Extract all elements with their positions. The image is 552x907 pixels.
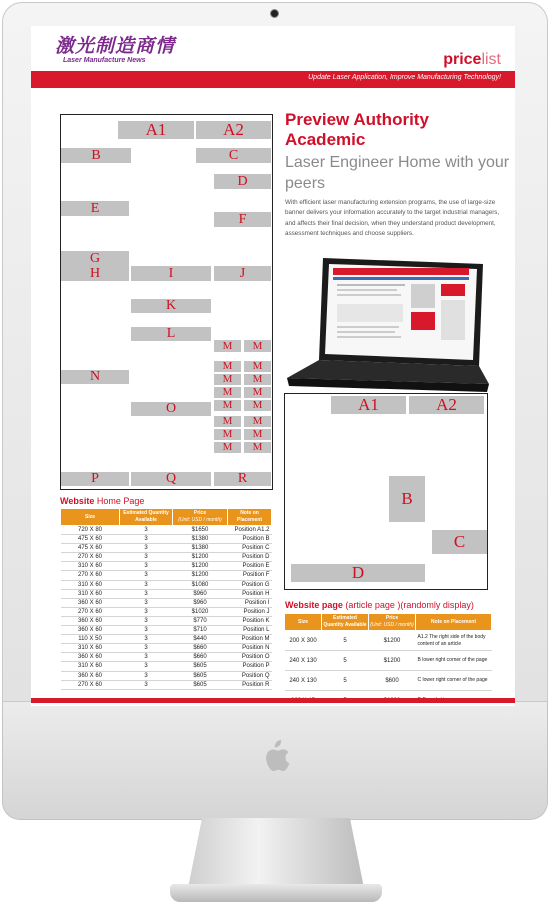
table-cell: 200 X 300 bbox=[285, 631, 322, 651]
ad-slot-m: M bbox=[244, 429, 271, 440]
table-cell: $1200 bbox=[173, 571, 228, 580]
table-cell: 3 bbox=[120, 662, 173, 671]
table-row bbox=[285, 631, 492, 651]
article-table-title-bold: Website page bbox=[285, 600, 343, 610]
table-cell: 240 X 130 bbox=[285, 651, 322, 671]
col-price-label: Price bbox=[193, 510, 207, 516]
footer-bar bbox=[31, 698, 515, 703]
table-row bbox=[61, 662, 272, 671]
table-cell: B lower right corner of the page bbox=[416, 651, 492, 671]
article-page-layout-diagram bbox=[284, 393, 488, 590]
table-row bbox=[61, 635, 272, 644]
logo-english-text: Laser Manufacture News bbox=[63, 57, 146, 64]
table-cell: Position N bbox=[228, 644, 272, 653]
table-cell: $1380 bbox=[173, 544, 228, 553]
table-row bbox=[61, 607, 272, 616]
table-cell: 3 bbox=[120, 526, 173, 535]
table-cell: $600 bbox=[369, 671, 416, 691]
ad-slot-m: M bbox=[214, 387, 241, 398]
table-cell: 3 bbox=[120, 571, 173, 580]
col-size: Size bbox=[285, 614, 322, 631]
table-row bbox=[61, 571, 272, 580]
ad-slot-o: O bbox=[131, 402, 211, 416]
home-table-title-bold: Website bbox=[60, 496, 95, 506]
table-row bbox=[61, 598, 272, 607]
table-cell: 360 X 60 bbox=[61, 616, 120, 625]
monitor-stand bbox=[188, 818, 364, 888]
table-cell: 3 bbox=[120, 680, 173, 689]
table-cell: Position D bbox=[228, 553, 272, 562]
table-row bbox=[61, 653, 272, 662]
monitor-foot bbox=[170, 884, 382, 902]
table-cell: 3 bbox=[120, 671, 173, 680]
ad-slot-p: P bbox=[61, 472, 129, 486]
table-cell: 3 bbox=[120, 589, 173, 598]
ad-slot-a2: A2 bbox=[196, 121, 271, 139]
table-cell: 270 X 60 bbox=[61, 571, 120, 580]
ad-slot-a2: A2 bbox=[409, 396, 484, 414]
ad-slot-c: C bbox=[196, 148, 271, 163]
ad-slot-m: M bbox=[214, 416, 241, 427]
table-cell: 3 bbox=[120, 653, 173, 662]
table-cell: $1380 bbox=[173, 535, 228, 544]
table-cell: 475 X 60 bbox=[61, 535, 120, 544]
table-cell: $605 bbox=[173, 680, 228, 689]
ad-slot-d: D bbox=[291, 564, 425, 582]
col-price-unit: (Unit: USD / month) bbox=[370, 622, 414, 628]
table-cell: $770 bbox=[173, 616, 228, 625]
table-cell: Position M bbox=[228, 635, 272, 644]
ad-slot-g: G bbox=[61, 251, 129, 266]
laptop-illustration bbox=[283, 256, 491, 396]
table-cell: Position G bbox=[228, 580, 272, 589]
table-cell: $960 bbox=[173, 589, 228, 598]
ad-slot-b: B bbox=[389, 476, 425, 522]
ad-slot-m: M bbox=[244, 400, 271, 411]
camera-icon bbox=[270, 9, 279, 18]
table-cell: 3 bbox=[120, 635, 173, 644]
table-row bbox=[61, 535, 272, 544]
table-cell: 110 X 50 bbox=[61, 635, 120, 644]
table-cell: 310 X 60 bbox=[61, 644, 120, 653]
ad-slot-m: M bbox=[214, 374, 241, 385]
intro-title: Preview Authority Academic bbox=[285, 110, 429, 149]
table-cell: 360 X 60 bbox=[61, 598, 120, 607]
table-row bbox=[285, 651, 492, 671]
table-cell: 270 X 60 bbox=[61, 607, 120, 616]
ad-slot-r: R bbox=[214, 472, 271, 486]
ad-slot-e: E bbox=[61, 201, 129, 216]
ad-slot-k: K bbox=[131, 299, 211, 313]
table-row bbox=[61, 526, 272, 535]
table-cell: $1020 bbox=[173, 607, 228, 616]
table-cell: Position Q bbox=[228, 671, 272, 680]
table-cell: Position F bbox=[228, 571, 272, 580]
table-cell: 360 X 60 bbox=[61, 653, 120, 662]
col-note: Note on Placement bbox=[416, 614, 492, 631]
table-row bbox=[61, 671, 272, 680]
intro-body: With efficient laser manufacturing extension programs, the use of large-size banner delivers your information accurately to the target industrial managers, and affects their final decision, when they understand product development, assessment techniques and choose suppliers. bbox=[285, 199, 500, 237]
table-cell: 310 X 60 bbox=[61, 589, 120, 598]
article-table-title-rest: (article page )(randomly display) bbox=[342, 600, 474, 610]
col-quantity: Estimated Quantity Available bbox=[120, 509, 173, 526]
table-cell: 5 bbox=[322, 631, 369, 651]
ad-slot-m: M bbox=[244, 442, 271, 453]
table-row bbox=[285, 671, 492, 691]
table-cell: 3 bbox=[120, 553, 173, 562]
table-cell: $1200 bbox=[369, 631, 416, 651]
table-cell: $605 bbox=[173, 662, 228, 671]
home-table-title bbox=[60, 496, 144, 506]
table-cell: 3 bbox=[120, 626, 173, 635]
logo-chinese-text: 激光制造商情 bbox=[55, 35, 176, 57]
table-row bbox=[61, 562, 272, 571]
ad-slot-f: F bbox=[214, 212, 271, 227]
table-cell: $960 bbox=[173, 598, 228, 607]
table-row bbox=[61, 553, 272, 562]
table-cell: Position R bbox=[228, 680, 272, 689]
col-quantity: Estimated Quantity Available bbox=[322, 614, 369, 631]
table-cell: Position J bbox=[228, 607, 272, 616]
home-table-title-rest: Home Page bbox=[94, 496, 145, 506]
ad-slot-m: M bbox=[244, 340, 271, 352]
ad-slot-m: M bbox=[214, 442, 241, 453]
table-cell: Position I bbox=[228, 598, 272, 607]
ad-slot-m: M bbox=[214, 340, 241, 352]
ad-slot-a1: A1 bbox=[118, 121, 194, 139]
table-cell: $440 bbox=[173, 635, 228, 644]
table-cell: Position B bbox=[228, 535, 272, 544]
table-cell: A1.2 The right side of the body content of an article bbox=[416, 631, 492, 651]
table-cell: $660 bbox=[173, 653, 228, 662]
table-cell: 3 bbox=[120, 544, 173, 553]
table-cell: 310 X 60 bbox=[61, 562, 120, 571]
table-cell: 310 X 60 bbox=[61, 580, 120, 589]
screen bbox=[31, 26, 515, 706]
table-cell: $1200 bbox=[173, 562, 228, 571]
table-cell: 360 X 60 bbox=[61, 626, 120, 635]
table-cell: $1200 bbox=[369, 651, 416, 671]
col-price-unit: (Unit: USD / month) bbox=[178, 517, 222, 523]
table-cell: Position A1.2 bbox=[228, 526, 272, 535]
intro-subtitle: Laser Engineer Home with your peers bbox=[285, 154, 510, 192]
ad-slot-m: M bbox=[214, 429, 241, 440]
article-table-title bbox=[285, 600, 474, 610]
pricelist-part-2: list bbox=[481, 51, 501, 68]
table-cell: 3 bbox=[120, 644, 173, 653]
table-row bbox=[61, 589, 272, 598]
table-cell: 3 bbox=[120, 562, 173, 571]
pricelist-part-1: price bbox=[443, 51, 482, 68]
table-cell: 360 X 60 bbox=[61, 671, 120, 680]
ad-slot-b: B bbox=[61, 148, 131, 163]
table-cell: 310 X 60 bbox=[61, 662, 120, 671]
table-cell: $660 bbox=[173, 644, 228, 653]
ad-slot-a1: A1 bbox=[331, 396, 406, 414]
table-cell: 3 bbox=[120, 580, 173, 589]
col-price bbox=[369, 614, 416, 631]
table-cell: 5 bbox=[322, 651, 369, 671]
header-bar bbox=[31, 71, 515, 88]
table-cell: 240 X 130 bbox=[285, 671, 322, 691]
table-row bbox=[61, 644, 272, 653]
table-cell: $1650 bbox=[173, 526, 228, 535]
table-cell: 270 X 60 bbox=[61, 553, 120, 562]
ad-slot-m: M bbox=[214, 400, 241, 411]
col-price-label: Price bbox=[385, 615, 399, 621]
apple-logo-icon bbox=[259, 738, 291, 774]
ad-slot-n: N bbox=[61, 370, 129, 384]
ad-slot-c: C bbox=[432, 530, 487, 554]
table-cell: 3 bbox=[120, 607, 173, 616]
table-cell: C lower right corner of the page bbox=[416, 671, 492, 691]
table-cell: 270 X 60 bbox=[61, 680, 120, 689]
ad-slot-m: M bbox=[244, 374, 271, 385]
table-cell: $605 bbox=[173, 671, 228, 680]
table-cell: 3 bbox=[120, 616, 173, 625]
table-cell: $710 bbox=[173, 626, 228, 635]
table-cell: 3 bbox=[120, 535, 173, 544]
ad-slot-d: D bbox=[214, 174, 271, 189]
table-cell: 720 X 80 bbox=[61, 526, 120, 535]
ad-slot-m: M bbox=[244, 387, 271, 398]
table-cell: Position E bbox=[228, 562, 272, 571]
table-cell: 5 bbox=[322, 671, 369, 691]
tagline: Update Laser Application, Improve Manufacturing Technology! bbox=[308, 74, 501, 81]
table-cell: Position P bbox=[228, 662, 272, 671]
table-cell: Position O bbox=[228, 653, 272, 662]
home-page-layout-diagram bbox=[60, 114, 273, 490]
table-cell: $1080 bbox=[173, 580, 228, 589]
ad-slot-h: H bbox=[61, 266, 129, 281]
table-row bbox=[61, 616, 272, 625]
article-page-price-table bbox=[284, 613, 492, 706]
ad-slot-m: M bbox=[244, 416, 271, 427]
ad-slot-i: I bbox=[131, 266, 211, 281]
table-cell: Position L bbox=[228, 626, 272, 635]
table-cell: $1200 bbox=[173, 553, 228, 562]
home-page-price-table bbox=[60, 508, 272, 690]
table-cell: 475 X 60 bbox=[61, 544, 120, 553]
ad-slot-q: Q bbox=[131, 472, 211, 486]
ad-slot-m: M bbox=[244, 361, 271, 372]
col-note: Note on Placement bbox=[228, 509, 272, 526]
table-row bbox=[61, 544, 272, 553]
brand-logo bbox=[55, 35, 175, 64]
ad-slot-m: M bbox=[214, 361, 241, 372]
table-cell: Position H bbox=[228, 589, 272, 598]
table-cell: 3 bbox=[120, 598, 173, 607]
col-price bbox=[173, 509, 228, 526]
table-cell: Position K bbox=[228, 616, 272, 625]
ad-slot-j: J bbox=[214, 266, 271, 281]
table-row bbox=[61, 680, 272, 689]
col-size: Size bbox=[61, 509, 120, 526]
pricelist-heading bbox=[443, 51, 501, 69]
ad-slot-l: L bbox=[131, 327, 211, 341]
table-row bbox=[61, 626, 272, 635]
table-cell: Position C bbox=[228, 544, 272, 553]
table-row bbox=[61, 580, 272, 589]
